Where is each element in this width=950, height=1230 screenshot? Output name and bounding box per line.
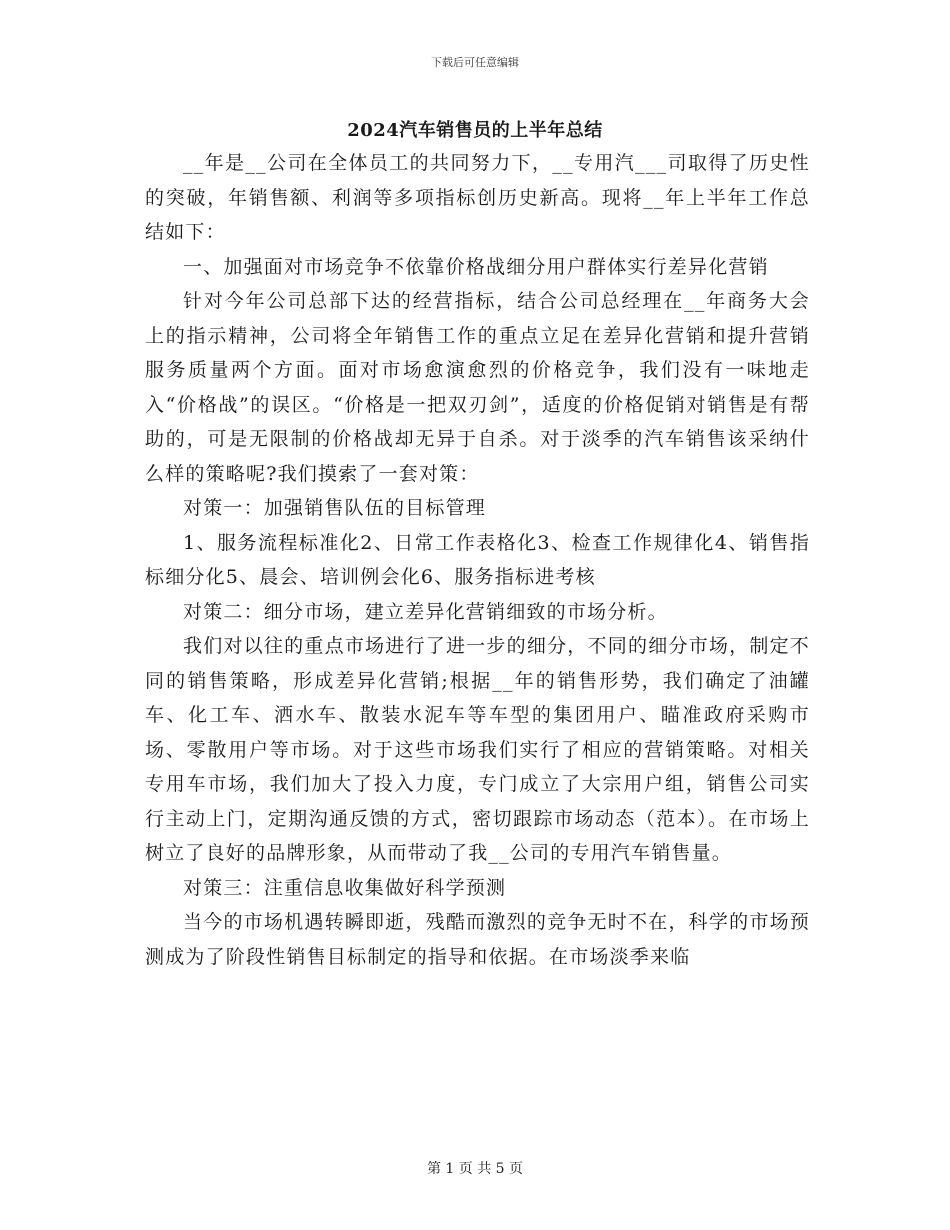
page-number: 第 1 页 共 5 页 xyxy=(426,1161,524,1177)
paragraph-intro: __年是__公司在全体员工的共同努力下，__专用汽___司取得了历史性的突破，年销售额、利润等多项指标创历史新高。现将__年上半年工作总结如下： xyxy=(145,152,810,243)
paragraph-section-1: 针对今年公司总部下达的经营指标，结合公司总经理在__年商务大会上的指示精神，公司将全年销售工作的重点立足在差异化营销和提升营销服务质量两个方面。面对市场愈演愈烈的价格竞争，我们没有一味地走入“价格战”的误区。“价格是一把双刃剑”，适度的价格促销对销售是有帮助的，可是无限制的价格战却无异于自杀。对于淡季的汽车销售该采纳什么样的策略呢?我们摸索了一套对策： xyxy=(145,290,810,485)
paragraph-strategy-2: 我们对以往的重点市场进行了进一步的细分，不同的细分市场，制定不同的销售策略，形成差异化营销;根据__年的销售形势，我们确定了油罐车、化工车、洒水车、散装水泥车等车型的集团用户、瞄准政府采购市场、零散用户等市场。对于这些市场我们实行了相应的营销策略。对相关专用车市场，我们加大了投入力度，专门成立了大宗用户组，销售公司实行主动上门，定期沟通反馈的方式，密切跟踪市场动态（范本）。在市场上树立了良好的品牌形象，从而带动了我__公司的专用汽车销售量。 xyxy=(145,635,810,864)
document-title: 2024汽车销售员的上半年总结 xyxy=(347,120,603,141)
document-body xyxy=(145,146,810,974)
section-heading-1: 一、加强面对市场竞争不依靠价格战细分用户群体实行差异化营销 xyxy=(183,255,769,278)
paragraph-strategy-3: 当今的市场机遇转瞬即逝，残酷而激烈的竞争无时不在，科学的市场预测成为了阶段性销售目标制定的指导和依据。在市场淡季来临 xyxy=(145,911,810,968)
header-note: 下载后可任意编辑 xyxy=(431,56,519,69)
strategy-list-1: 1、服务流程标准化2、日常工作表格化3、检查工作规律化4、销售指标细分化5、晨会、培训例会化6、服务指标进考核 xyxy=(145,531,810,588)
strategy-heading-1: 对策一：加强销售队伍的目标管理 xyxy=(183,497,487,519)
strategy-heading-3: 对策三：注重信息收集做好科学预测 xyxy=(183,876,507,899)
strategy-heading-2: 对策二：细分市场，建立差异化营销细致的市场分析。 xyxy=(183,600,668,623)
